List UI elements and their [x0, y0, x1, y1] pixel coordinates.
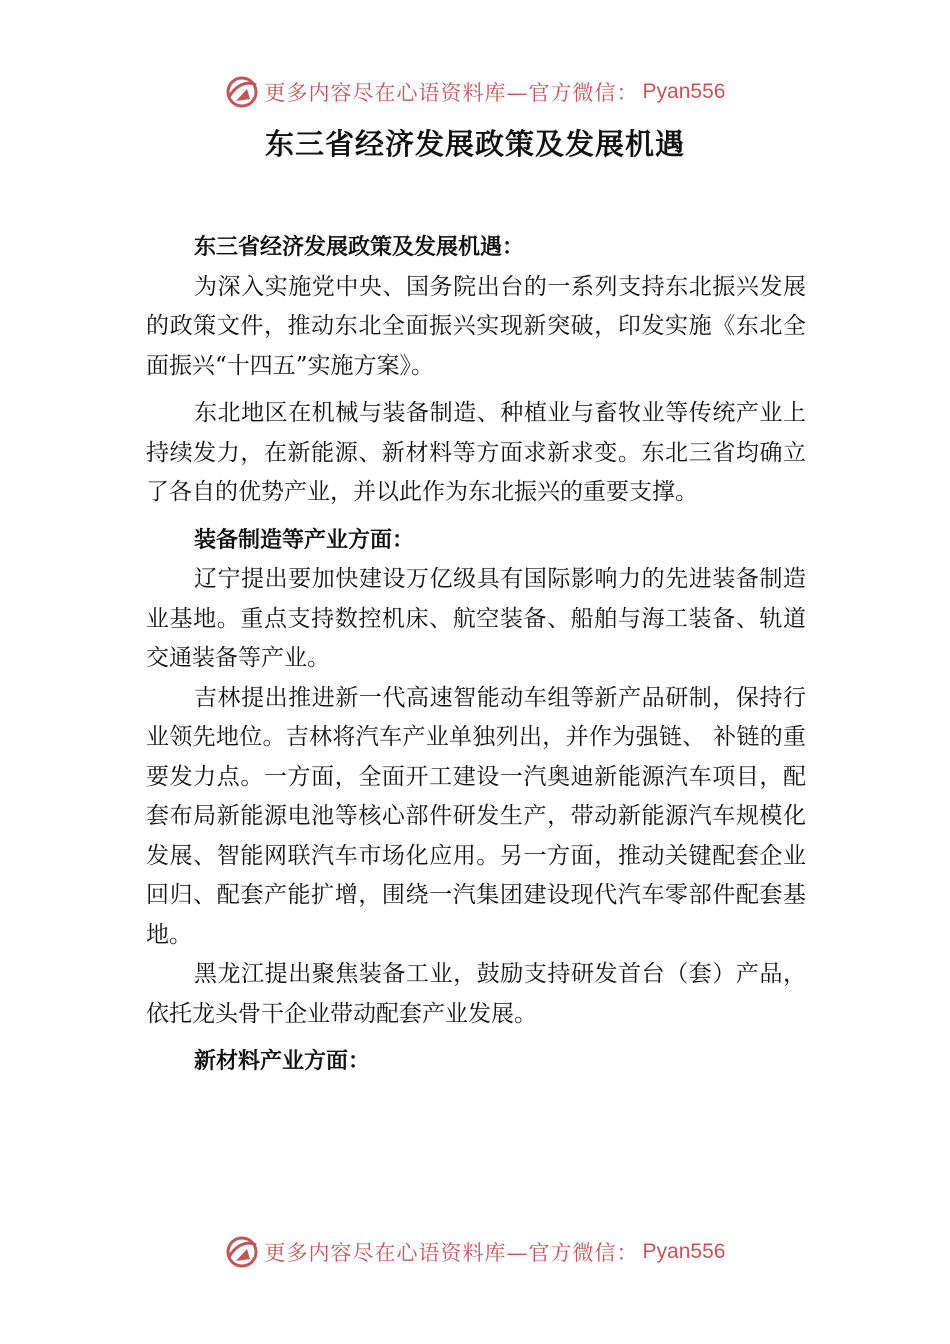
header-banner [0, 72, 950, 112]
section-heading: 装备制造等产业方面： [194, 527, 415, 553]
banner-text: 更多内容尽在心语资料库—官方微信： [264, 81, 639, 105]
footer-banner [0, 1232, 950, 1272]
wechat-id: Pyan556 [642, 80, 726, 103]
logo-icon [225, 75, 259, 109]
section-heading: 东三省经济发展政策及发展机遇： [194, 235, 525, 260]
banner-text: 更多内容尽在心语资料库—官方微信： [264, 1241, 639, 1265]
page-title: 东三省经济发展政策及发展机遇 [264, 127, 685, 161]
document-body [146, 228, 806, 1082]
logo-icon [225, 1235, 259, 1269]
paragraph: 辽宁提出要加快建设万亿级具有国际影响力的先进装备制造业基地。重点支持数控机床、航空装备、船舶与海工装备、轨道交通装备等产业。 [146, 566, 806, 671]
paragraph: 为深入实施党中央、国务院出台的一系列支持东北振兴发展的政策文件，推动东北全面振兴实现新突破，印发实施《东北全面振兴“十四五”实施方案》。 [146, 273, 806, 379]
section-heading: 新材料产业方面： [194, 1049, 371, 1074]
paragraph: 吉林提出推进新一代高速智能动车组等新产品研制，保持行业领先地位。吉林将汽车产业单独列出，并作为强链、 补链的重要发力点。一方面，全面开工建设一汽奥迪新能源汽车项目，配套布局新能源电池等核心部件研发生产，带动新能源汽车规模化发展、智能网联汽车市场化应用。另一方面，推动关键配套企业回归、配套产能扩增，围绕一汽集团建设现代汽车零部件配套基地。 [146, 684, 806, 948]
paragraph: 东北地区在机械与装备制造、种植业与畜牧业等传统产业上持续发力，在新能源、新材料等方面求新求变。东北三省均确立了各自的优势产业，并以此作为东北振兴的重要支撑。 [146, 400, 806, 505]
paragraph: 黑龙江提出聚焦装备工业，鼓励支持研发首台（套）产品，依托龙头骨干企业带动配套产业发展。 [146, 961, 806, 1027]
wechat-id: Pyan556 [642, 1240, 726, 1263]
